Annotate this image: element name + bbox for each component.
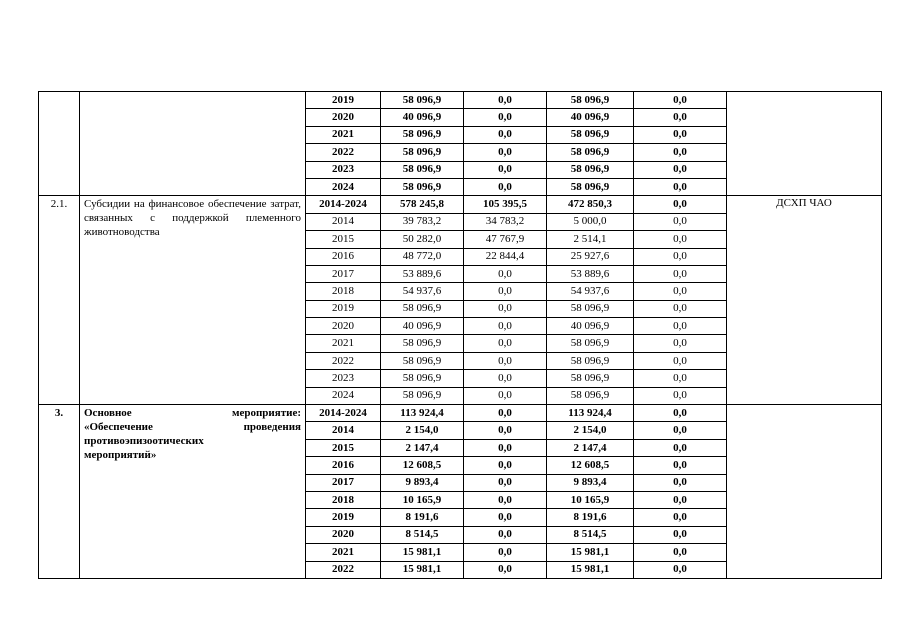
year-cell: 2021 — [306, 544, 381, 561]
total-cell: 58 096,9 — [381, 178, 464, 195]
other-cell: 0,0 — [634, 300, 727, 317]
year-cell: 2014 — [306, 422, 381, 439]
year-cell: 2019 — [306, 509, 381, 526]
federal-cell: 0,0 — [464, 509, 547, 526]
other-cell: 0,0 — [634, 439, 727, 456]
federal-cell: 0,0 — [464, 387, 547, 404]
federal-cell: 47 767,9 — [464, 231, 547, 248]
year-cell: 2022 — [306, 352, 381, 369]
row-number: 2.1. — [39, 196, 80, 405]
name-line — [84, 448, 301, 462]
other-cell: 0,0 — [634, 370, 727, 387]
other-cell: 0,0 — [634, 387, 727, 404]
table-row — [39, 92, 882, 109]
name-line — [84, 406, 301, 420]
regional-cell: 12 608,5 — [547, 457, 634, 474]
total-cell: 15 981,1 — [381, 561, 464, 578]
other-cell: 0,0 — [634, 283, 727, 300]
name-line — [84, 420, 301, 434]
total-cell: 58 096,9 — [381, 92, 464, 109]
federal-cell: 0,0 — [464, 405, 547, 422]
regional-cell: 53 889,6 — [547, 265, 634, 282]
other-cell: 0,0 — [634, 335, 727, 352]
name-word: мероприятий» — [84, 449, 157, 462]
total-cell: 48 772,0 — [381, 248, 464, 265]
name-word: противоэпизоотических — [84, 435, 204, 448]
year-cell: 2016 — [306, 248, 381, 265]
federal-cell: 0,0 — [464, 335, 547, 352]
total-cell: 40 096,9 — [381, 109, 464, 126]
federal-cell: 0,0 — [464, 300, 547, 317]
regional-cell: 25 927,6 — [547, 248, 634, 265]
total-cell: 58 096,9 — [381, 144, 464, 161]
year-cell: 2021 — [306, 126, 381, 143]
executor-cell: ДСХП ЧАО — [727, 196, 882, 405]
federal-cell: 0,0 — [464, 526, 547, 543]
regional-cell: 40 096,9 — [547, 109, 634, 126]
year-cell: 2022 — [306, 144, 381, 161]
year-cell: 2018 — [306, 491, 381, 508]
regional-cell: 58 096,9 — [547, 126, 634, 143]
regional-cell: 5 000,0 — [547, 213, 634, 230]
total-cell: 2 154,0 — [381, 422, 464, 439]
other-cell: 0,0 — [634, 196, 727, 213]
regional-cell: 2 514,1 — [547, 231, 634, 248]
federal-cell: 0,0 — [464, 457, 547, 474]
year-cell: 2023 — [306, 370, 381, 387]
table-row — [39, 405, 882, 422]
total-cell: 58 096,9 — [381, 352, 464, 369]
other-cell: 0,0 — [634, 231, 727, 248]
year-cell: 2017 — [306, 265, 381, 282]
total-cell: 40 096,9 — [381, 318, 464, 335]
year-cell: 2020 — [306, 109, 381, 126]
federal-cell: 0,0 — [464, 370, 547, 387]
year-cell: 2018 — [306, 283, 381, 300]
federal-cell: 22 844,4 — [464, 248, 547, 265]
regional-cell: 58 096,9 — [547, 352, 634, 369]
other-cell: 0,0 — [634, 144, 727, 161]
year-cell: 2015 — [306, 439, 381, 456]
total-cell: 58 096,9 — [381, 387, 464, 404]
federal-cell: 0,0 — [464, 544, 547, 561]
other-cell: 0,0 — [634, 422, 727, 439]
federal-cell: 0,0 — [464, 265, 547, 282]
other-cell: 0,0 — [634, 405, 727, 422]
regional-cell: 113 924,4 — [547, 405, 634, 422]
name-word: мероприятие: — [231, 407, 301, 420]
federal-cell: 0,0 — [464, 474, 547, 491]
year-cell: 2017 — [306, 474, 381, 491]
regional-cell: 10 165,9 — [547, 491, 634, 508]
total-cell: 58 096,9 — [381, 161, 464, 178]
regional-cell: 58 096,9 — [547, 144, 634, 161]
regional-cell: 9 893,4 — [547, 474, 634, 491]
total-cell: 54 937,6 — [381, 283, 464, 300]
name-word: Основное — [84, 407, 132, 420]
year-cell: 2014-2024 — [306, 405, 381, 422]
regional-cell: 58 096,9 — [547, 161, 634, 178]
year-cell: 2019 — [306, 300, 381, 317]
regional-cell: 2 154,0 — [547, 422, 634, 439]
table-row — [39, 196, 882, 213]
federal-cell: 0,0 — [464, 161, 547, 178]
regional-cell: 8 514,5 — [547, 526, 634, 543]
total-cell: 58 096,9 — [381, 335, 464, 352]
total-cell: 9 893,4 — [381, 474, 464, 491]
total-cell: 113 924,4 — [381, 405, 464, 422]
regional-cell: 58 096,9 — [547, 300, 634, 317]
federal-cell: 0,0 — [464, 352, 547, 369]
year-cell: 2020 — [306, 318, 381, 335]
total-cell: 58 096,9 — [381, 300, 464, 317]
regional-cell: 54 937,6 — [547, 283, 634, 300]
total-cell: 8 191,6 — [381, 509, 464, 526]
total-cell: 8 514,5 — [381, 526, 464, 543]
federal-cell: 0,0 — [464, 491, 547, 508]
total-cell: 39 783,2 — [381, 213, 464, 230]
regional-cell: 58 096,9 — [547, 335, 634, 352]
federal-cell: 0,0 — [464, 144, 547, 161]
regional-cell: 58 096,9 — [547, 92, 634, 109]
regional-cell: 8 191,6 — [547, 509, 634, 526]
other-cell: 0,0 — [634, 474, 727, 491]
federal-cell: 0,0 — [464, 439, 547, 456]
activity-name — [80, 92, 306, 196]
year-cell: 2015 — [306, 231, 381, 248]
year-cell: 2014 — [306, 213, 381, 230]
year-cell: 2024 — [306, 178, 381, 195]
regional-cell: 15 981,1 — [547, 561, 634, 578]
year-cell: 2020 — [306, 526, 381, 543]
year-cell: 2014-2024 — [306, 196, 381, 213]
regional-cell: 2 147,4 — [547, 439, 634, 456]
other-cell: 0,0 — [634, 457, 727, 474]
regional-cell: 15 981,1 — [547, 544, 634, 561]
total-cell: 58 096,9 — [381, 370, 464, 387]
other-cell: 0,0 — [634, 318, 727, 335]
activity-name — [80, 405, 306, 579]
other-cell: 0,0 — [634, 352, 727, 369]
other-cell: 0,0 — [634, 126, 727, 143]
other-cell: 0,0 — [634, 526, 727, 543]
name-word: «Обеспечение — [84, 421, 153, 434]
other-cell: 0,0 — [634, 248, 727, 265]
total-cell: 15 981,1 — [381, 544, 464, 561]
total-cell: 53 889,6 — [381, 265, 464, 282]
other-cell: 0,0 — [634, 213, 727, 230]
other-cell: 0,0 — [634, 509, 727, 526]
federal-cell: 0,0 — [464, 318, 547, 335]
regional-cell: 40 096,9 — [547, 318, 634, 335]
total-cell: 10 165,9 — [381, 491, 464, 508]
other-cell: 0,0 — [634, 109, 727, 126]
regional-cell: 58 096,9 — [547, 370, 634, 387]
row-number — [39, 92, 80, 196]
executor-cell — [727, 405, 882, 579]
federal-cell: 0,0 — [464, 109, 547, 126]
total-cell: 578 245,8 — [381, 196, 464, 213]
other-cell: 0,0 — [634, 92, 727, 109]
total-cell: 12 608,5 — [381, 457, 464, 474]
federal-cell: 0,0 — [464, 126, 547, 143]
year-cell: 2023 — [306, 161, 381, 178]
activity-name: Субсидии на финансовое обеспечение затрат, связанных с поддержкой племенного животноводства — [80, 196, 306, 405]
federal-cell: 34 783,2 — [464, 213, 547, 230]
other-cell: 0,0 — [634, 491, 727, 508]
federal-cell: 0,0 — [464, 178, 547, 195]
total-cell: 50 282,0 — [381, 231, 464, 248]
federal-cell: 0,0 — [464, 92, 547, 109]
other-cell: 0,0 — [634, 178, 727, 195]
row-number: 3. — [39, 405, 80, 579]
year-cell: 2016 — [306, 457, 381, 474]
name-word: проведения — [243, 421, 301, 434]
federal-cell: 0,0 — [464, 422, 547, 439]
executor-cell — [727, 92, 882, 196]
table-body — [39, 92, 882, 579]
year-cell: 2021 — [306, 335, 381, 352]
other-cell: 0,0 — [634, 544, 727, 561]
name-line — [84, 434, 301, 448]
regional-cell: 58 096,9 — [547, 178, 634, 195]
year-cell: 2019 — [306, 92, 381, 109]
other-cell: 0,0 — [634, 161, 727, 178]
total-cell: 58 096,9 — [381, 126, 464, 143]
federal-cell: 0,0 — [464, 283, 547, 300]
federal-cell: 105 395,5 — [464, 196, 547, 213]
federal-cell: 0,0 — [464, 561, 547, 578]
regional-cell: 472 850,3 — [547, 196, 634, 213]
regional-cell: 58 096,9 — [547, 387, 634, 404]
funding-table — [38, 91, 882, 579]
year-cell: 2022 — [306, 561, 381, 578]
year-cell: 2024 — [306, 387, 381, 404]
total-cell: 2 147,4 — [381, 439, 464, 456]
other-cell: 0,0 — [634, 561, 727, 578]
other-cell: 0,0 — [634, 265, 727, 282]
